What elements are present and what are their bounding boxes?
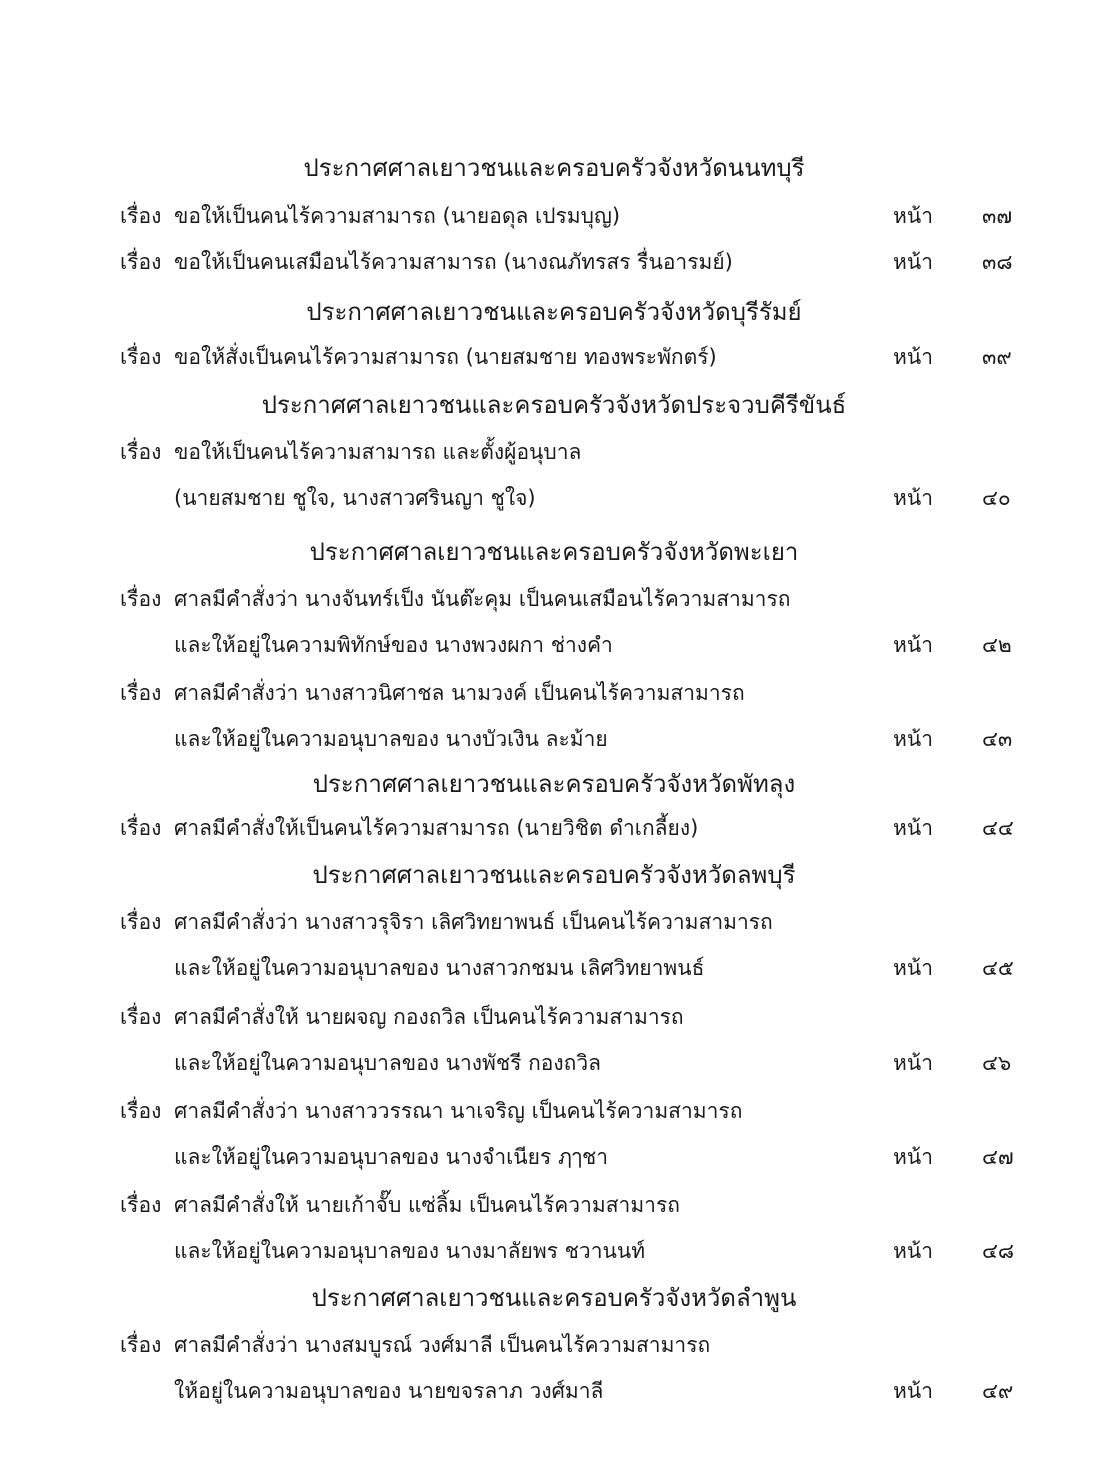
entry-label: เรื่อง [120, 587, 162, 611]
page-number: ๔๔ [982, 816, 1014, 840]
entry-text: และให้อยู่ในความอนุบาลของ นางบัวเงิน ละม้าย [174, 727, 608, 751]
entry-text: ศาลมีคำสั่งว่า นางสาววรรณา นาเจริญ เป็นคนไร้ความสามารถ [174, 1099, 743, 1123]
page-label: หน้า [893, 204, 933, 228]
page-label: หน้า [893, 816, 933, 840]
entry-text: และให้อยู่ในความพิทักษ์ของ นางพวงผกา ช่างคำ [174, 633, 613, 657]
entry-text: ขอให้เป็นคนไร้ความสามารถ และตั้งผู้อนุบาล [174, 440, 582, 464]
entry-label: เรื่อง [120, 345, 162, 369]
section-heading: ประกาศศาลเยาวชนและครอบครัวจังหวัดพะเยา [309, 538, 799, 566]
entry-label: เรื่อง [120, 681, 162, 705]
page-number: ๔๙ [982, 1379, 1014, 1403]
entry-line [0, 242, 1108, 282]
entry-text: ขอให้เป็นคนไร้ความสามารถ (นายอดุล เปรมบุญ) [174, 204, 621, 228]
entry-line [0, 625, 1108, 665]
entry-line [0, 1091, 1108, 1131]
entry-line [0, 196, 1108, 236]
entry-text: ศาลมีคำสั่งว่า นางจันทร์เป็ง นันต๊ะคุม เป็นคนเสมือนไร้ความสามารถ [174, 587, 791, 611]
page-number: ๔๓ [982, 727, 1013, 751]
page-label: หน้า [893, 486, 933, 510]
entry-text: และให้อยู่ในความอนุบาลของ นางมาลัยพร ชวานนท์ [174, 1239, 646, 1263]
page-label: หน้า [893, 956, 933, 980]
entry-label: เรื่อง [120, 1099, 162, 1123]
entry-text: ศาลมีคำสั่งว่า นางสาวนิศาชล นามวงค์ เป็นคนไร้ความสามารถ [174, 681, 745, 705]
entry-label: เรื่อง [120, 204, 162, 228]
page-label: หน้า [893, 250, 933, 274]
entry-text: ขอให้สั่งเป็นคนไร้ความสามารถ (นายสมชาย ทองพระพักตร์) [174, 345, 717, 369]
entry-text: ศาลมีคำสั่งให้เป็นคนไร้ความสามารถ (นายวิชิต ดำเกลี้ยง) [174, 816, 699, 840]
page-number: ๔๗ [982, 1145, 1014, 1169]
page-label: หน้า [893, 727, 933, 751]
entry-text: ให้อยู่ในความอนุบาลของ นายขจรลาภ วงศ์มาลี [174, 1379, 604, 1403]
entry-line [0, 902, 1108, 942]
entry-line [0, 1231, 1108, 1271]
entry-text: ศาลมีคำสั่งว่า นางสาวรุจิรา เลิศวิทยาพนธ์ เป็นคนไร้ความสามารถ [174, 910, 773, 934]
entry-text: ขอให้เป็นคนเสมือนไร้ความสามารถ (นางณภัทรสร รื่นอารมย์) [174, 250, 733, 274]
entry-label: เรื่อง [120, 440, 162, 464]
entry-line [0, 1371, 1108, 1411]
entry-label: เรื่อง [120, 250, 162, 274]
page-label: หน้า [893, 1145, 933, 1169]
entry-text: (นายสมชาย ชูใจ, นางสาวศรินญา ชูใจ) [174, 486, 536, 510]
page-number: ๓๙ [982, 345, 1012, 369]
entry-line [0, 673, 1108, 713]
entry-label: เรื่อง [120, 1333, 162, 1357]
entry-label: เรื่อง [120, 1193, 162, 1217]
entry-text: และให้อยู่ในความอนุบาลของ นางจำเนียร ฦๅชา [174, 1145, 609, 1169]
page-number: ๓๗ [982, 204, 1013, 228]
page-number: ๔๒ [982, 633, 1012, 657]
entry-text: ศาลมีคำสั่งว่า นางสมบูรณ์ วงศ์มาลี เป็นคนไร้ความสามารถ [174, 1333, 711, 1357]
page-label: หน้า [893, 345, 933, 369]
entry-line [0, 478, 1108, 518]
entry-line [0, 1043, 1108, 1083]
section-heading: ประกาศศาลเยาวชนและครอบครัวจังหวัดบุรีรัมย์ [306, 298, 802, 326]
entry-line [0, 808, 1108, 848]
entry-text: และให้อยู่ในความอนุบาลของ นางสาวกชมน เลิศวิทยาพนธ์ [174, 956, 705, 980]
section-heading: ประกาศศาลเยาวชนและครอบครัวจังหวัดพัทลุง [312, 770, 796, 798]
entry-line [0, 1137, 1108, 1177]
entry-line [0, 337, 1108, 377]
section-heading: ประกาศศาลเยาวชนและครอบครัวจังหวัดนนทบุรี [303, 154, 805, 182]
entry-label: เรื่อง [120, 816, 162, 840]
page-number: ๓๘ [982, 250, 1013, 274]
page-label: หน้า [893, 1051, 933, 1075]
entry-line [0, 719, 1108, 759]
entry-line [0, 432, 1108, 472]
page-number: ๔๐ [982, 486, 1011, 510]
section-heading: ประกาศศาลเยาวชนและครอบครัวจังหวัดลพบุรี [312, 861, 796, 889]
entry-text: และให้อยู่ในความอนุบาลของ นางพัชรี กองถวิล [174, 1051, 602, 1075]
page-number: ๔๕ [982, 956, 1014, 980]
page-label: หน้า [893, 1239, 933, 1263]
page-label: หน้า [893, 1379, 933, 1403]
entry-line [0, 579, 1108, 619]
section-heading: ประกาศศาลเยาวชนและครอบครัวจังหวัดลำพูน [311, 1284, 797, 1312]
page-number: ๔๖ [982, 1051, 1012, 1075]
entry-line [0, 1325, 1108, 1365]
section-heading: ประกาศศาลเยาวชนและครอบครัวจังหวัดประจวบคีรีขันธ์ [261, 391, 847, 419]
page-number: ๔๘ [982, 1239, 1015, 1263]
page-label: หน้า [893, 633, 933, 657]
entry-text: ศาลมีคำสั่งให้ นายผจญ กองถวิล เป็นคนไร้ความสามารถ [174, 1005, 684, 1029]
entry-line [0, 1185, 1108, 1225]
entry-line [0, 948, 1108, 988]
entry-text: ศาลมีคำสั่งให้ นายเก้าจั๊บ แซ่ลิ้ม เป็นคนไร้ความสามารถ [174, 1193, 680, 1217]
entry-line [0, 997, 1108, 1037]
entry-label: เรื่อง [120, 1005, 162, 1029]
entry-label: เรื่อง [120, 910, 162, 934]
